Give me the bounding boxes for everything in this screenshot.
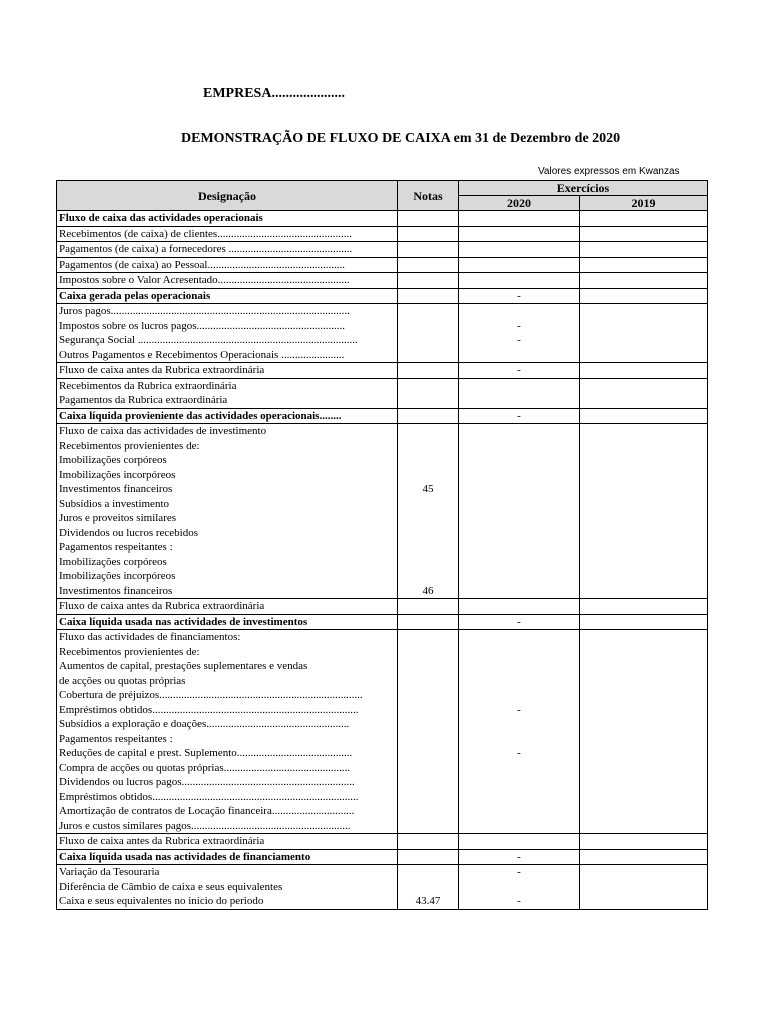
header-designacao: Designação — [57, 181, 398, 211]
row-value-2020: - — [459, 614, 580, 630]
table-row — [57, 273, 708, 289]
row-designacao: Pagamentos (de caixa) ao Pessoal.................................................. — [57, 257, 398, 273]
header-year-2020: 2020 — [459, 196, 580, 211]
row-value-2019 — [580, 304, 708, 319]
row-value-2020 — [459, 790, 580, 805]
table-row — [57, 439, 708, 454]
table-row — [57, 688, 708, 703]
row-value-2020 — [459, 242, 580, 258]
row-notas — [398, 393, 459, 408]
row-designacao: Imobilizações incorpóreos — [57, 569, 398, 584]
table-row — [57, 865, 708, 880]
row-value-2020 — [459, 211, 580, 227]
table-row — [57, 363, 708, 379]
row-value-2019 — [580, 453, 708, 468]
row-notas — [398, 439, 459, 454]
row-value-2019 — [580, 880, 708, 895]
row-value-2020 — [459, 273, 580, 289]
table-row — [57, 703, 708, 718]
row-notas — [398, 497, 459, 512]
row-value-2019 — [580, 555, 708, 570]
row-value-2019 — [580, 393, 708, 408]
row-notas — [398, 614, 459, 630]
row-value-2019 — [580, 865, 708, 880]
row-value-2020 — [459, 226, 580, 242]
row-notas — [398, 211, 459, 227]
table-row — [57, 674, 708, 689]
row-value-2019 — [580, 703, 708, 718]
row-notas — [398, 424, 459, 439]
row-value-2019 — [580, 819, 708, 834]
row-notas — [398, 849, 459, 865]
row-value-2019 — [580, 746, 708, 761]
row-value-2020 — [459, 584, 580, 599]
table-row — [57, 242, 708, 258]
row-designacao: Imobilizações corpóreos — [57, 555, 398, 570]
row-notas — [398, 468, 459, 483]
table-row — [57, 804, 708, 819]
table-row — [57, 569, 708, 584]
row-value-2019 — [580, 378, 708, 393]
row-notas — [398, 378, 459, 393]
row-notas — [398, 599, 459, 615]
row-notas — [398, 273, 459, 289]
row-value-2020 — [459, 645, 580, 660]
row-designacao: Pagamentos da Rubrica extraordinária — [57, 393, 398, 408]
row-value-2019 — [580, 482, 708, 497]
table-row — [57, 599, 708, 615]
row-designacao: Fluxo de caixa antes da Rubrica extraordinária — [57, 599, 398, 615]
row-designacao: Reduções de capital e prest. Suplemento.......................................... — [57, 746, 398, 761]
row-designacao: Impostos sobre o Valor Acresentado................................................ — [57, 273, 398, 289]
table-row — [57, 819, 708, 834]
row-value-2020 — [459, 761, 580, 776]
table-row — [57, 746, 708, 761]
row-designacao: de acções ou quotas próprias — [57, 674, 398, 689]
row-value-2020: - — [459, 288, 580, 304]
row-designacao: Recebimentos da Rubrica extraordinária — [57, 378, 398, 393]
row-designacao: Caixa líquida usada nas actividades de financiamento — [57, 849, 398, 865]
row-designacao: Caixa gerada pelas operacionais — [57, 288, 398, 304]
row-designacao: Outros Pagamentos e Recebimentos Operacionais ....................... — [57, 348, 398, 363]
table-row — [57, 424, 708, 439]
row-value-2020 — [459, 630, 580, 645]
row-notas — [398, 834, 459, 850]
row-notas — [398, 630, 459, 645]
table-row — [57, 761, 708, 776]
row-designacao: Compra de acções ou quotas próprias.............................................. — [57, 761, 398, 776]
row-value-2019 — [580, 257, 708, 273]
row-value-2020 — [459, 497, 580, 512]
table-row — [57, 333, 708, 348]
row-value-2020: - — [459, 319, 580, 334]
row-notas — [398, 775, 459, 790]
table-row — [57, 834, 708, 850]
row-designacao: Juros e custos similares pagos.......................................................... — [57, 819, 398, 834]
row-notas — [398, 333, 459, 348]
row-value-2019 — [580, 569, 708, 584]
row-value-2019 — [580, 614, 708, 630]
row-value-2019 — [580, 717, 708, 732]
row-value-2019 — [580, 439, 708, 454]
table-row — [57, 211, 708, 227]
row-value-2019 — [580, 226, 708, 242]
row-value-2019 — [580, 761, 708, 776]
row-notas — [398, 511, 459, 526]
row-designacao: Caixa líquida usada nas actividades de investimentos — [57, 614, 398, 630]
row-designacao: Pagamentos respeitantes : — [57, 732, 398, 747]
row-value-2020 — [459, 304, 580, 319]
row-value-2019 — [580, 273, 708, 289]
table-row — [57, 453, 708, 468]
row-notas — [398, 288, 459, 304]
table-row — [57, 630, 708, 645]
table-row — [57, 482, 708, 497]
row-value-2019 — [580, 526, 708, 541]
table-row — [57, 378, 708, 393]
row-notas — [398, 688, 459, 703]
row-designacao: Aumentos de capital, prestações suplementares e vendas — [57, 659, 398, 674]
table-row — [57, 659, 708, 674]
row-notas — [398, 555, 459, 570]
row-notas — [398, 540, 459, 555]
table-row — [57, 732, 708, 747]
row-designacao: Impostos sobre os lucros pagos...................................................... — [57, 319, 398, 334]
table-body — [57, 211, 708, 910]
row-designacao: Investimentos financeiros — [57, 482, 398, 497]
row-designacao: Juros pagos....................................................................................... — [57, 304, 398, 319]
row-value-2020: - — [459, 703, 580, 718]
table-row — [57, 717, 708, 732]
row-value-2020 — [459, 819, 580, 834]
row-value-2020: - — [459, 408, 580, 424]
row-designacao: Dividendos ou lucros pagos............................................................... — [57, 775, 398, 790]
row-value-2019 — [580, 674, 708, 689]
row-value-2020 — [459, 540, 580, 555]
row-value-2019 — [580, 599, 708, 615]
row-value-2019 — [580, 497, 708, 512]
table-row — [57, 497, 708, 512]
row-value-2019 — [580, 849, 708, 865]
table-row — [57, 257, 708, 273]
row-notas — [398, 790, 459, 805]
row-designacao: Cobertura de préjuizos.......................................................................... — [57, 688, 398, 703]
row-notas — [398, 703, 459, 718]
row-value-2020 — [459, 526, 580, 541]
cash-flow-table — [56, 180, 708, 910]
row-value-2019 — [580, 242, 708, 258]
row-notas — [398, 242, 459, 258]
row-designacao: Caixa líquida provieniente das actividades operacionais........ — [57, 408, 398, 424]
row-value-2019 — [580, 894, 708, 909]
row-designacao: Imobilizações incorpóreos — [57, 468, 398, 483]
header-notas: Notas — [398, 181, 459, 211]
table-row — [57, 526, 708, 541]
row-notas — [398, 226, 459, 242]
row-designacao: Fluxo de caixa das actividades operacionais — [57, 211, 398, 227]
row-notas: 45 — [398, 482, 459, 497]
row-value-2020 — [459, 804, 580, 819]
row-notas — [398, 880, 459, 895]
table-row — [57, 540, 708, 555]
row-value-2019 — [580, 288, 708, 304]
row-value-2019 — [580, 790, 708, 805]
row-notas — [398, 408, 459, 424]
table-row — [57, 775, 708, 790]
row-designacao: Caixa e seus equivalentes no início do periodo — [57, 894, 398, 909]
table-row — [57, 468, 708, 483]
row-designacao: Dividendos ou lucros recebidos — [57, 526, 398, 541]
row-value-2019 — [580, 211, 708, 227]
row-designacao: Fluxo das actividades de financiamentos: — [57, 630, 398, 645]
row-value-2020 — [459, 482, 580, 497]
row-designacao: Segurança Social ................................................................................ — [57, 333, 398, 348]
row-value-2020 — [459, 439, 580, 454]
table-row — [57, 555, 708, 570]
row-value-2020 — [459, 599, 580, 615]
row-value-2019 — [580, 688, 708, 703]
row-value-2019 — [580, 468, 708, 483]
row-value-2020 — [459, 393, 580, 408]
header-year-2019: 2019 — [580, 196, 708, 211]
row-notas — [398, 304, 459, 319]
row-designacao: Amortização de contratos de Locação financeira.............................. — [57, 804, 398, 819]
row-notas: 43.47 — [398, 894, 459, 909]
row-value-2020 — [459, 717, 580, 732]
row-designacao: Recebimentos (de caixa) de clientes................................................. — [57, 226, 398, 242]
row-value-2019 — [580, 540, 708, 555]
table-row — [57, 614, 708, 630]
row-value-2020 — [459, 659, 580, 674]
table-row — [57, 511, 708, 526]
table-row — [57, 790, 708, 805]
row-value-2019 — [580, 424, 708, 439]
company-name: EMPRESA..................... — [203, 86, 345, 101]
row-designacao: Empréstimos obtidos........................................................................... — [57, 790, 398, 805]
row-notas — [398, 257, 459, 273]
row-value-2020 — [459, 688, 580, 703]
row-value-2019 — [580, 645, 708, 660]
row-designacao: Juros e proveitos similares — [57, 511, 398, 526]
table-row — [57, 393, 708, 408]
row-value-2020: - — [459, 746, 580, 761]
row-value-2019 — [580, 584, 708, 599]
row-value-2019 — [580, 804, 708, 819]
row-value-2020 — [459, 511, 580, 526]
row-value-2019 — [580, 630, 708, 645]
row-notas — [398, 569, 459, 584]
row-notas — [398, 526, 459, 541]
row-value-2020 — [459, 732, 580, 747]
row-value-2020 — [459, 674, 580, 689]
row-notas — [398, 819, 459, 834]
row-designacao: Variação da Tesouraria — [57, 865, 398, 880]
table-row — [57, 894, 708, 909]
row-designacao: Investimentos financeiros — [57, 584, 398, 599]
row-value-2020: - — [459, 894, 580, 909]
row-value-2019 — [580, 659, 708, 674]
row-value-2020: - — [459, 363, 580, 379]
row-designacao: Recebimentos provienientes de: — [57, 645, 398, 660]
header-exercicios: Exercícios — [459, 181, 708, 196]
row-designacao: Fluxo de caixa antes da Rubrica extraordinária — [57, 363, 398, 379]
row-notas — [398, 761, 459, 776]
row-value-2019 — [580, 732, 708, 747]
row-value-2019 — [580, 834, 708, 850]
row-value-2020 — [459, 880, 580, 895]
table-row — [57, 880, 708, 895]
row-notas: 46 — [398, 584, 459, 599]
row-designacao: Fluxo de caixa das actividades de investimento — [57, 424, 398, 439]
row-value-2019 — [580, 363, 708, 379]
row-notas — [398, 363, 459, 379]
row-notas — [398, 732, 459, 747]
table-row — [57, 288, 708, 304]
row-notas — [398, 319, 459, 334]
row-value-2020 — [459, 378, 580, 393]
row-designacao: Recebimentos provienientes de: — [57, 439, 398, 454]
row-designacao: Subsídios a exploração e doações.................................................... — [57, 717, 398, 732]
row-notas — [398, 674, 459, 689]
row-notas — [398, 453, 459, 468]
row-designacao: Diferência de Câmbio de caixa e seus equivalentes — [57, 880, 398, 895]
table-row — [57, 304, 708, 319]
row-value-2020: - — [459, 849, 580, 865]
row-designacao: Empréstimos obtidos........................................................................... — [57, 703, 398, 718]
row-value-2020 — [459, 569, 580, 584]
row-value-2019 — [580, 511, 708, 526]
currency-note: Valores expressos em Kwanzas — [538, 166, 680, 177]
row-value-2020: - — [459, 865, 580, 880]
row-notas — [398, 659, 459, 674]
document-title: DEMONSTRAÇÃO DE FLUXO DE CAIXA em 31 de Dezembro de 2020 — [181, 131, 621, 146]
row-value-2020: - — [459, 333, 580, 348]
row-notas — [398, 348, 459, 363]
row-value-2020 — [459, 257, 580, 273]
row-notas — [398, 645, 459, 660]
row-value-2020 — [459, 555, 580, 570]
row-value-2020 — [459, 775, 580, 790]
row-value-2020 — [459, 453, 580, 468]
row-value-2019 — [580, 775, 708, 790]
row-value-2020 — [459, 424, 580, 439]
row-designacao: Pagamentos respeitantes : — [57, 540, 398, 555]
table-row — [57, 226, 708, 242]
row-designacao: Pagamentos (de caixa) a fornecedores ............................................. — [57, 242, 398, 258]
row-designacao: Subsídios a investimento — [57, 497, 398, 512]
table-row — [57, 584, 708, 599]
table-row — [57, 408, 708, 424]
table-row — [57, 348, 708, 363]
row-value-2019 — [580, 348, 708, 363]
row-value-2020 — [459, 468, 580, 483]
row-value-2019 — [580, 319, 708, 334]
row-notas — [398, 746, 459, 761]
row-value-2020 — [459, 348, 580, 363]
row-value-2019 — [580, 333, 708, 348]
row-notas — [398, 804, 459, 819]
row-notas — [398, 717, 459, 732]
row-value-2019 — [580, 408, 708, 424]
table-row — [57, 645, 708, 660]
row-designacao: Fluxo de caixa antes da Rubrica extraordinária — [57, 834, 398, 850]
row-notas — [398, 865, 459, 880]
row-value-2020 — [459, 834, 580, 850]
table-row — [57, 849, 708, 865]
row-designacao: Imobilizações corpóreos — [57, 453, 398, 468]
table-row — [57, 319, 708, 334]
